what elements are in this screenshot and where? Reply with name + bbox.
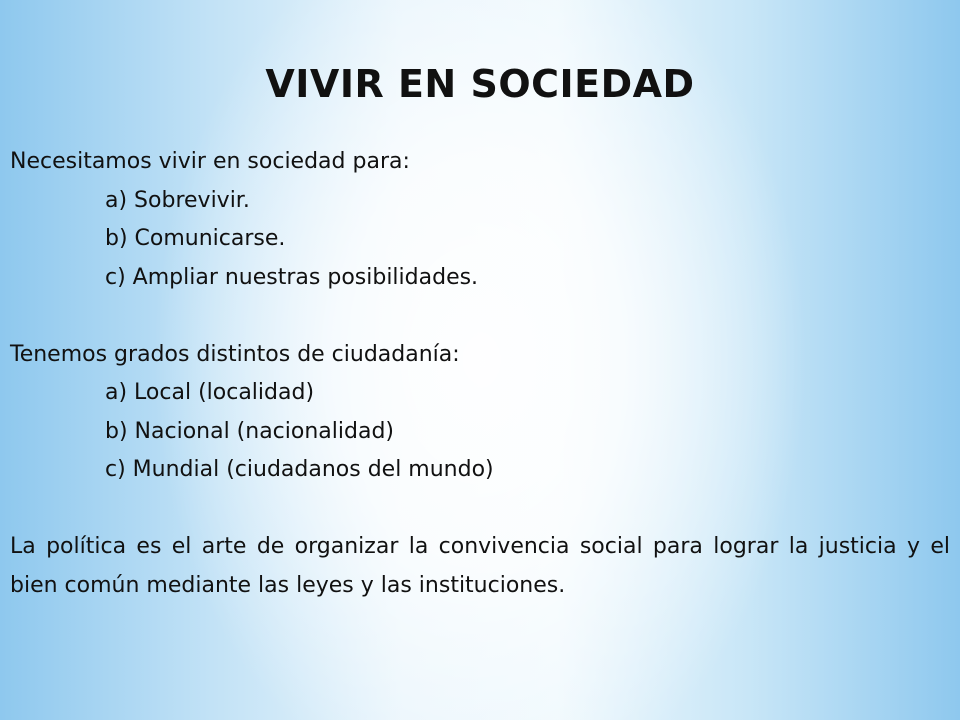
section2-item-c: c) Mundial (ciudadanos del mundo): [105, 457, 494, 482]
section2-item-a: a) Local (localidad): [105, 380, 315, 405]
section1-item-c: c) Ampliar nuestras posibilidades.: [105, 264, 479, 290]
section1-item-b: b) Comunicarse.: [105, 226, 286, 251]
section2-heading: Tenemos grados distintos de ciudadanía:: [10, 341, 460, 367]
section2-item-b: b) Nacional (nacionalidad): [105, 418, 394, 444]
spacer: [10, 490, 950, 529]
slide-title: VIVIR EN SOCIEDAD: [265, 62, 695, 106]
section1-item-a: a) Sobrevivir.: [105, 187, 250, 213]
spacer: [10, 297, 950, 336]
politics-paragraph: La política es el arte de organizar la convivencia social para lograr la justicia y el bien común mediante las leyes y las instituciones.: [10, 534, 950, 598]
section1-heading: Necesitamos vivir en sociedad para:: [10, 149, 410, 174]
slide-body: [10, 143, 950, 605]
